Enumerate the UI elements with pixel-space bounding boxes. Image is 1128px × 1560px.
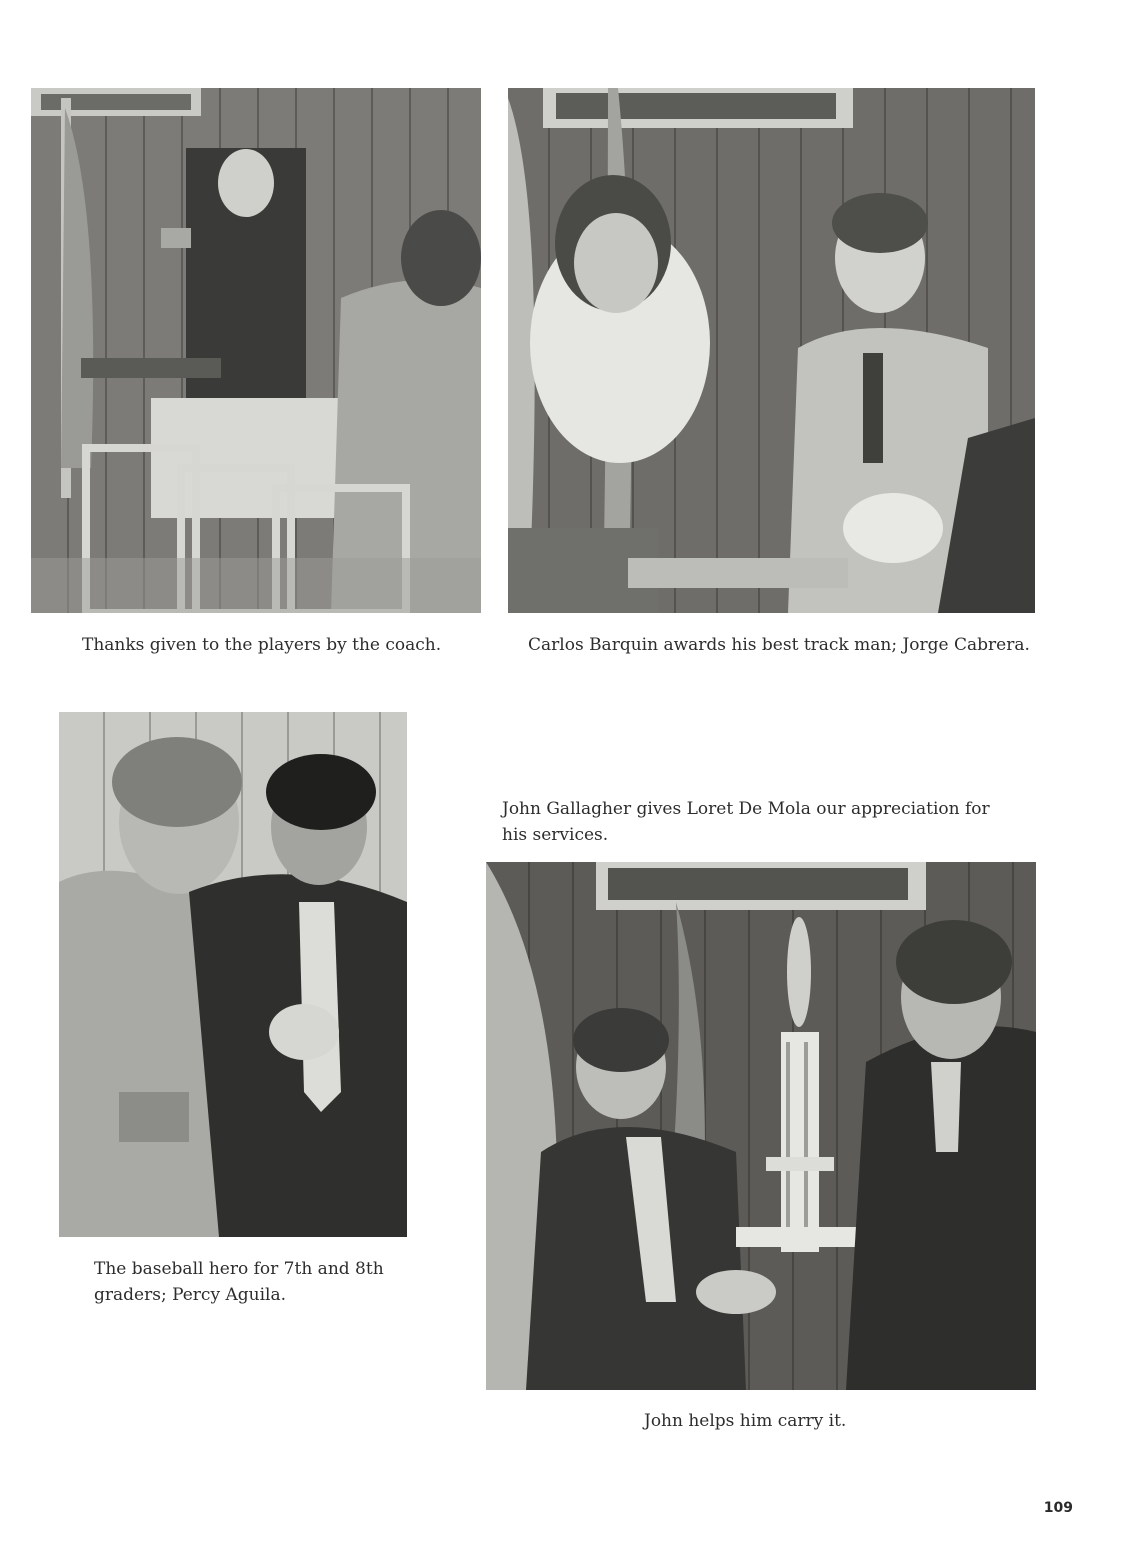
caption-track: Carlos Barquin awards his best track man; Jorge Cabrera. <box>528 635 1030 655</box>
caption-carry: John helps him carry it. <box>644 1411 847 1431</box>
caption-baseball: The baseball hero for 7th and 8th graders; Percy Aguila. <box>94 1259 384 1305</box>
caption-coach: Thanks given to the players by the coach. <box>82 635 442 655</box>
caption-gallagher: John Gallagher gives Loret De Mola our appreciation for his services. <box>502 799 990 845</box>
photo-trophy-handoff <box>486 862 1036 1390</box>
photo-track-award <box>508 88 1035 613</box>
photo-baseball-hero <box>59 712 407 1237</box>
page-number: 109 <box>1043 1500 1073 1516</box>
photo-coach-speech <box>31 88 481 613</box>
